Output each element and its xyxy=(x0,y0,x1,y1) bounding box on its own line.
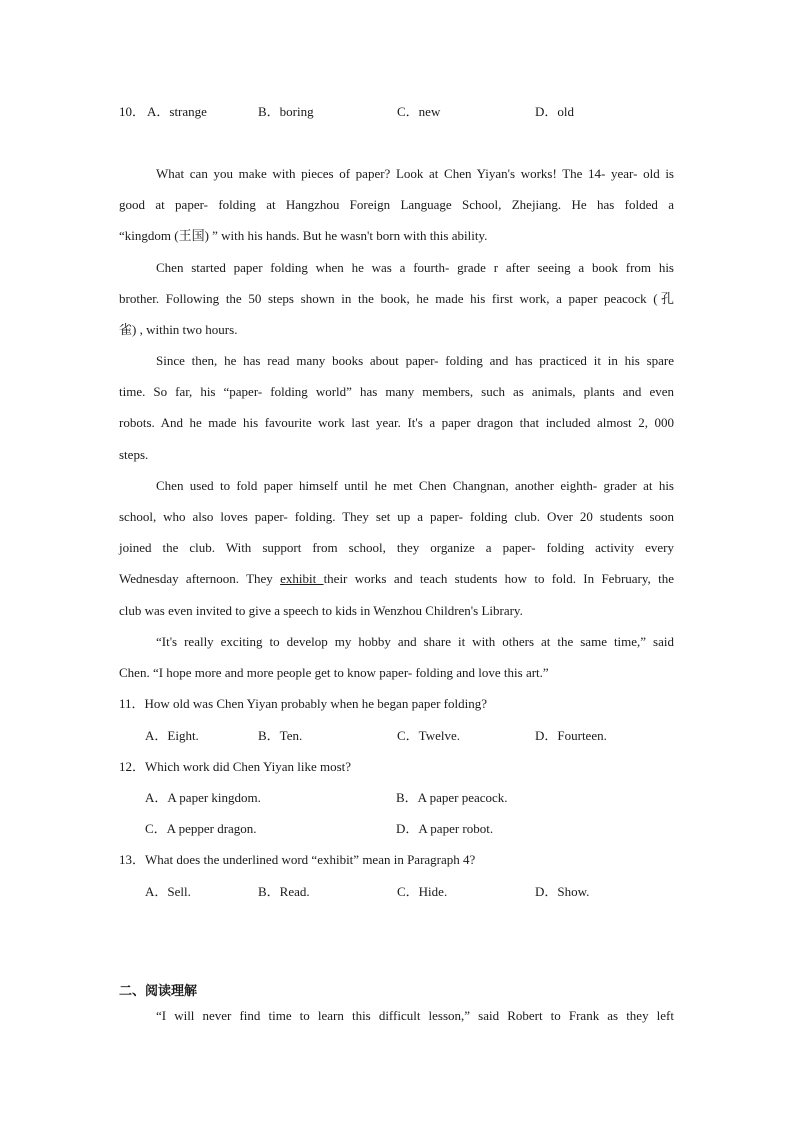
underlined-word-exhibit: exhibit xyxy=(280,571,324,586)
option-d: D．old xyxy=(535,104,575,119)
option-b: B．Ten. xyxy=(258,728,303,743)
passage-p3-line4: steps. xyxy=(119,447,149,462)
option-a: A．strange xyxy=(147,104,207,119)
option-c: C．A pepper dragon. xyxy=(145,821,257,836)
option-b: B．A paper peacock. xyxy=(396,790,508,805)
passage-p2-line1: Chen started paper folding when he was a fourth- grade r after seeing a book from his xyxy=(156,260,674,275)
p4-text-after: their works and teach students how to fold. In February, the xyxy=(323,571,674,586)
section-2-title: 二、阅读理解 xyxy=(119,984,198,999)
question-13-options xyxy=(119,883,679,901)
option-c: C．new xyxy=(397,104,441,119)
passage-p4-line3: joined the club. With support from school, they organize a paper- folding activity every xyxy=(119,540,674,555)
question-11-stem: 11．How old was Chen Yiyan probably when he began paper folding? xyxy=(119,696,488,711)
passage-p4-line2: school, who also loves paper- folding. They set up a paper- folding club. Over 20 students soon xyxy=(119,509,674,524)
passage-p4-line4 xyxy=(119,570,674,588)
passage-p1-line3: “kingdom (王国) ” with his hands. But he wasn't born with this ability. xyxy=(119,228,488,243)
option-c: C．Hide. xyxy=(397,884,448,899)
passage-p2-line3: 雀) , within two hours. xyxy=(119,322,238,337)
passage-p1-line2: good at paper- folding at Hangzhou Foreign Language School, Zhejiang. He has folded a xyxy=(119,197,674,212)
passage-p3-line1: Since then, he has read many books about paper- folding and has practiced it in his spare xyxy=(156,353,674,368)
option-a: A．A paper kingdom. xyxy=(145,790,261,805)
question-12-options-row1 xyxy=(119,789,679,807)
option-d: D．Fourteen. xyxy=(535,728,607,743)
option-a: A．Eight. xyxy=(145,728,199,743)
option-d: D．A paper robot. xyxy=(396,821,494,836)
passage-p1-line1: What can you make with pieces of paper? Look at Chen Yiyan's works! The 14- year- old is xyxy=(156,166,674,181)
passage-p3-line3: robots. And he made his favourite work last year. It's a paper dragon that included almost 2, 000 xyxy=(119,415,674,430)
passage-p5-line1: “It's really exciting to develop my hobby and share it with others at the same time,” said xyxy=(156,634,674,649)
question-12-options-row2 xyxy=(119,820,679,838)
question-10-number: 10． xyxy=(119,104,146,119)
p4-text-before: Wednesday afternoon. They xyxy=(119,571,281,586)
passage-p4-line5: club was even invited to give a speech to kids in Wenzhou Children's Library. xyxy=(119,603,523,618)
passage-p2-line2: brother. Following the 50 steps shown in the book, he made his first work, a paper peacock (孔 xyxy=(119,291,674,306)
option-b: B．Read. xyxy=(258,884,310,899)
option-b: B．boring xyxy=(258,104,314,119)
option-c: C．Twelve. xyxy=(397,728,460,743)
section-2-passage-line1: “I will never find time to learn this difficult lesson,” said Robert to Frank as they left xyxy=(156,1008,674,1023)
question-12-stem: 12．Which work did Chen Yiyan like most? xyxy=(119,759,352,774)
passage-p4-line1: Chen used to fold paper himself until he met Chen Changnan, another eighth- grader at his xyxy=(156,478,674,493)
question-11-options xyxy=(119,727,679,745)
passage-p5-line2: Chen. “I hope more and more people get to know paper- folding and love this art.” xyxy=(119,665,549,680)
option-d: D．Show. xyxy=(535,884,590,899)
question-10-options xyxy=(119,103,679,121)
question-13-stem: 13．What does the underlined word “exhibit” mean in Paragraph 4? xyxy=(119,852,476,867)
option-a: A．Sell. xyxy=(145,884,191,899)
passage-p3-line2: time. So far, his “paper- folding world” has many members, such as animals, plants and even xyxy=(119,384,674,399)
